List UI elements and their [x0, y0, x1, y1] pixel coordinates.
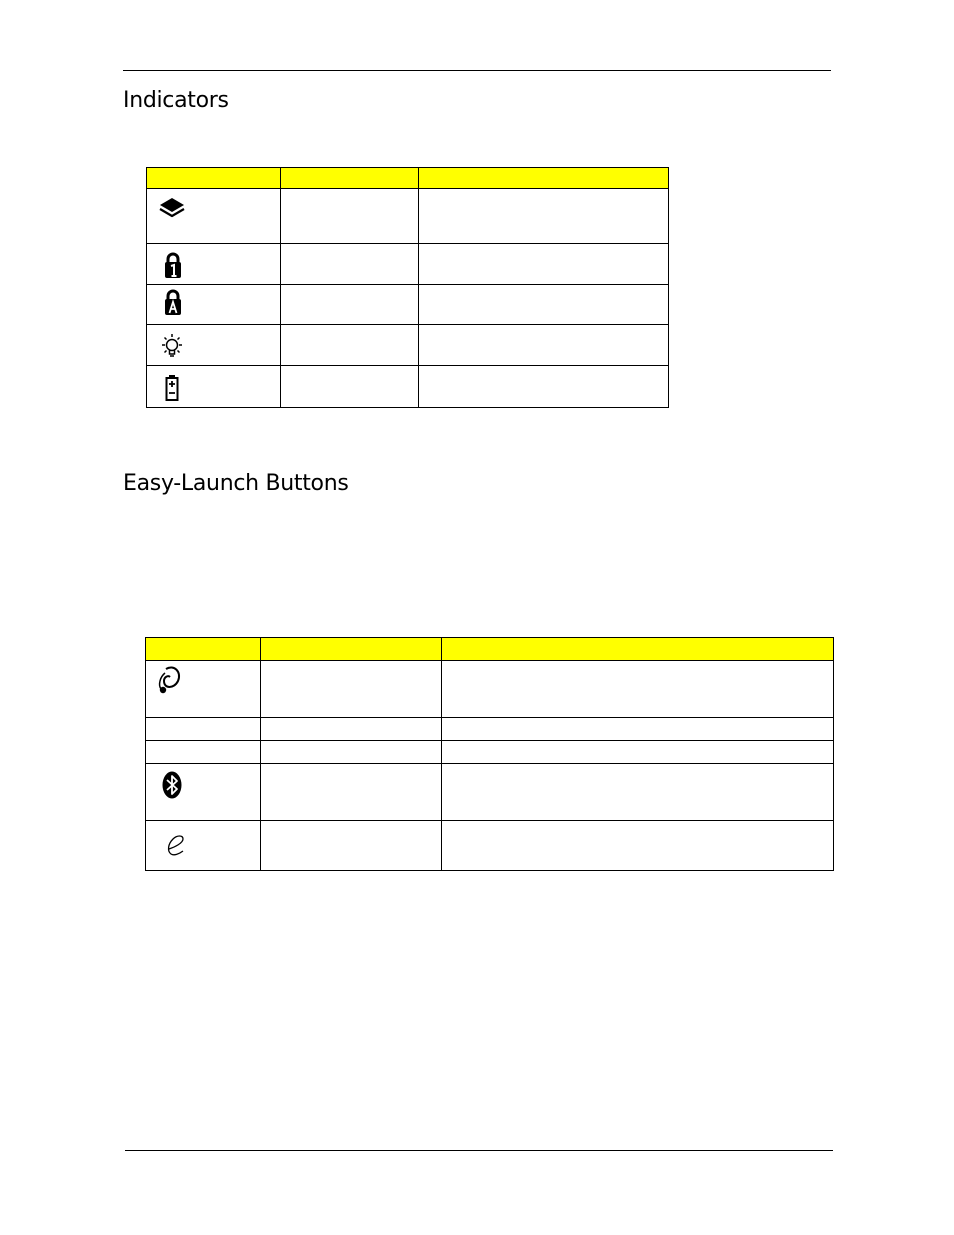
description-cell	[419, 244, 669, 285]
easy-launch-header-icon	[146, 638, 261, 661]
icon-cell	[147, 189, 281, 244]
button-cell	[261, 718, 442, 741]
wireless-lan-icon	[156, 665, 186, 697]
table-row	[147, 189, 669, 244]
battery-indicator-icon	[162, 373, 182, 403]
function-cell	[281, 366, 419, 408]
indicators-header-function	[281, 168, 419, 189]
icon-cell	[146, 741, 261, 764]
table-row	[147, 244, 669, 285]
easy-launch-header-description	[442, 638, 834, 661]
icon-cell	[146, 718, 261, 741]
indicators-table	[146, 167, 669, 408]
easy-launch-table	[145, 637, 834, 871]
description-cell	[442, 821, 834, 871]
table-row	[146, 764, 834, 821]
icon-cell	[146, 764, 261, 821]
table-row	[146, 718, 834, 741]
table-row	[146, 661, 834, 718]
table-row	[146, 741, 834, 764]
hdd-activity-icon	[157, 195, 187, 225]
description-cell	[419, 366, 669, 408]
icon-cell	[147, 285, 281, 325]
button-cell	[261, 821, 442, 871]
bottom-rule	[125, 1150, 833, 1151]
indicators-heading: Indicators	[123, 88, 229, 113]
function-cell	[281, 189, 419, 244]
icon-cell	[147, 366, 281, 408]
caps-lock-icon	[161, 288, 185, 316]
description-cell	[442, 741, 834, 764]
bluetooth-icon	[161, 770, 183, 800]
function-cell	[281, 325, 419, 366]
description-cell	[419, 325, 669, 366]
function-cell	[281, 285, 419, 325]
easy-launch-header-button	[261, 638, 442, 661]
icon-cell	[146, 821, 261, 871]
function-cell	[281, 244, 419, 285]
button-cell	[261, 764, 442, 821]
top-rule	[123, 70, 831, 71]
easy-launch-header-row	[146, 638, 834, 661]
indicators-header-icon	[147, 168, 281, 189]
indicators-header-row	[147, 168, 669, 189]
description-cell	[442, 661, 834, 718]
description-cell	[442, 718, 834, 741]
indicators-header-description	[419, 168, 669, 189]
table-row	[147, 366, 669, 408]
num-lock-icon	[161, 251, 185, 279]
icon-cell	[146, 661, 261, 718]
icon-cell	[147, 325, 281, 366]
easy-launch-heading: Easy-Launch Buttons	[123, 471, 349, 496]
power-indicator-icon	[157, 331, 187, 361]
description-cell	[419, 189, 669, 244]
icon-cell	[147, 244, 281, 285]
internet-browser-icon	[161, 833, 191, 859]
description-cell	[442, 764, 834, 821]
description-cell	[419, 285, 669, 325]
table-row	[146, 821, 834, 871]
table-row	[147, 285, 669, 325]
button-cell	[261, 661, 442, 718]
button-cell	[261, 741, 442, 764]
table-row	[147, 325, 669, 366]
